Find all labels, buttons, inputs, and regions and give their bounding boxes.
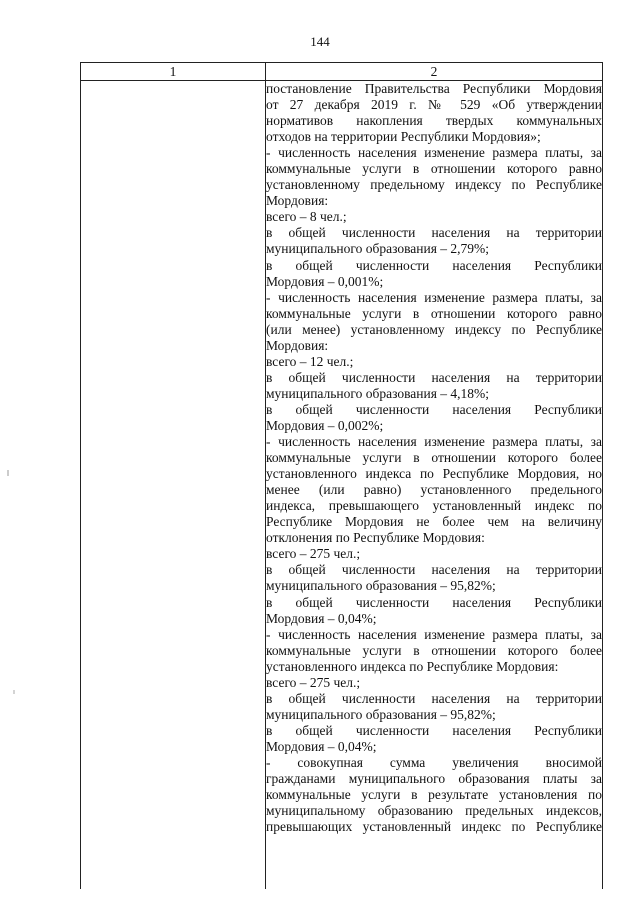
text-line: - численность населения изменение размера платы, за: [266, 289, 602, 305]
text-line: коммунальные услуги в результате установления по: [266, 787, 602, 803]
text-line: в общей численности населения на территории: [266, 369, 602, 385]
text-line: всего – 12 чел.;: [266, 353, 354, 369]
text-line: муниципальному образованию предельных индексов,: [266, 803, 602, 819]
text-line: - численность населения изменение размера платы, за: [266, 145, 602, 161]
text-line: Мордовия – 0,04%;: [266, 738, 377, 754]
text-line: Мордовия – 0,001%;: [266, 273, 384, 289]
text-line: индекса, превышающего установленный индекс по: [266, 498, 602, 514]
text-line: установленного индекса по Республике Мордовия:: [266, 658, 559, 674]
text-line: всего – 8 чел.;: [266, 209, 347, 225]
text-line: в общей численности населения Республики: [266, 401, 602, 417]
text-line: - численность населения изменение размера платы, за: [266, 434, 602, 450]
text-line: отходов на территории Республики Мордовия»;: [266, 129, 541, 145]
text-line: установленного индекса по Республике Мордовия, но: [266, 466, 602, 482]
text-line: коммунальные услуги в отношении которого более: [266, 642, 602, 658]
text-line: - совокупная сумма увеличения вносимой: [266, 754, 602, 770]
text-line: в общей численности населения на территории: [266, 562, 602, 578]
text-line: в общей численности населения Республики: [266, 257, 602, 273]
text-line: коммунальные услуги в отношении которого равно: [266, 161, 602, 177]
text-line: муниципального образования – 95,82%;: [266, 706, 496, 722]
text-line: муниципального образования – 4,18%;: [266, 385, 490, 401]
page-number: 144: [310, 34, 330, 49]
text-line: Мордовия:: [266, 193, 329, 209]
text-line: коммунальные услуги в отношении которого равно: [266, 305, 602, 321]
text-line: в общей численности населения на территории: [266, 690, 602, 706]
text-line: отклонения по Республике Мордовия:: [266, 530, 485, 546]
text-line: превышающих установленный индекс по Республике: [266, 819, 602, 835]
text-line: муниципального образования – 95,82%;: [266, 578, 496, 594]
text-line: гражданами муниципального образования платы за: [266, 771, 602, 787]
column-header-1: 1: [81, 63, 266, 81]
text-line: Мордовия – 0,002%;: [266, 417, 384, 433]
text-line: в общей численности населения на территории: [266, 225, 602, 241]
text-line: нормативов накопления твердых коммунальных: [266, 113, 602, 129]
text-line: установленному предельному индексу по Республике: [266, 177, 602, 193]
text-line: (или менее) установленному индексу по Республике: [266, 321, 602, 337]
text-line: коммунальные услуги в отношении которого более: [266, 450, 602, 466]
text-line: в общей численности населения Республики: [266, 722, 602, 738]
text-line: постановление Правительства Республики Мордовия: [266, 81, 602, 96]
text-line: Мордовия:: [266, 337, 329, 353]
text-line: - численность населения изменение размера платы, за: [266, 626, 602, 642]
text-line: всего – 275 чел.;: [266, 674, 361, 690]
text-line: менее (или равно) установленного предельного: [266, 482, 602, 498]
text-line: Мордовия – 0,04%;: [266, 610, 377, 626]
text-line: от 27 декабря 2019 г. № 529 «Об утверждении: [266, 97, 602, 113]
text-line: в общей численности населения Республики: [266, 594, 602, 610]
text-line: Республике Мордовия не более чем на величину: [266, 514, 602, 530]
column-header-2: 2: [266, 63, 603, 81]
text-line: муниципального образования – 2,79%;: [266, 241, 490, 257]
text-line: всего – 275 чел.;: [266, 546, 361, 562]
